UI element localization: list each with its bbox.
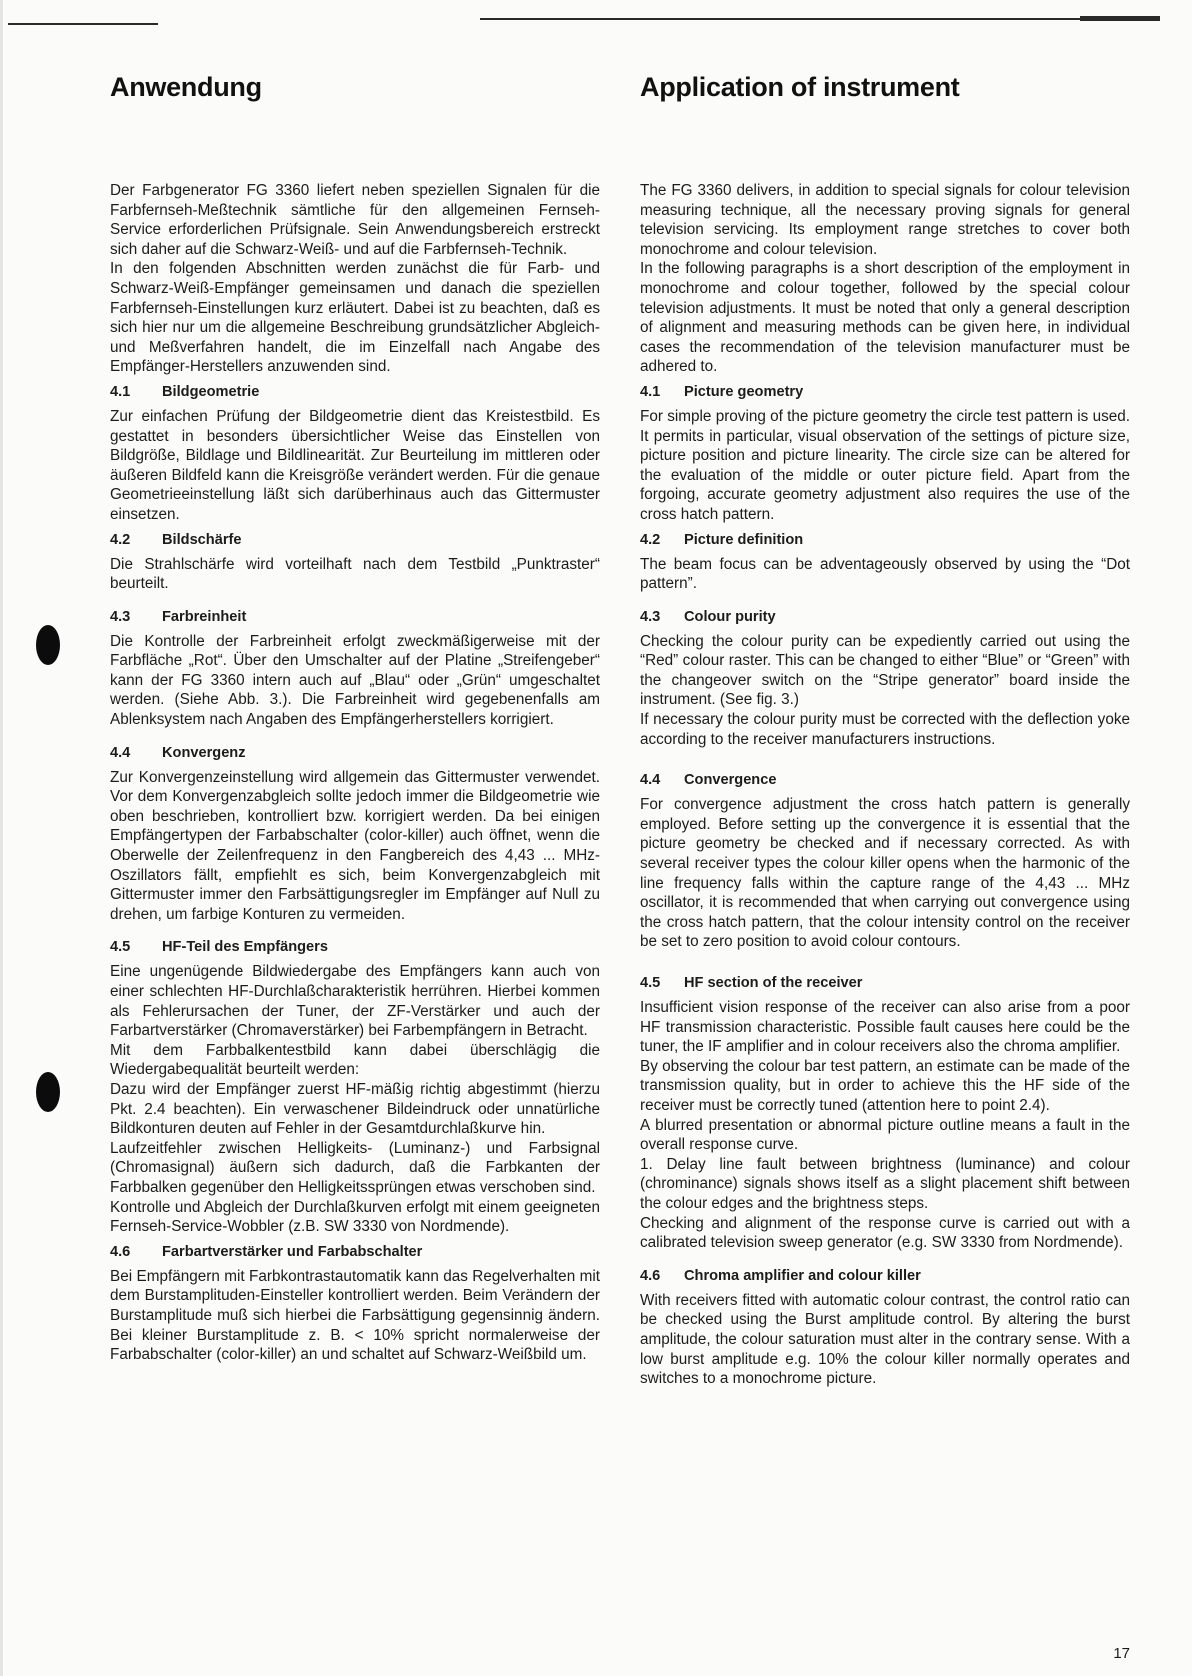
section-number: 4.3: [640, 608, 661, 625]
section-paragraph: Dazu wird der Empfänger zuerst HF-mäßig richtig abgestimmt (hierzu Pkt. 2.4 beachten). Ein verwaschener Bildeindruck oder unnatürliche Bildkonturen deuten auf Fehler in der Gesamtdurchlaßkurve hin.: [110, 1080, 600, 1138]
section-number: 4.6: [110, 1243, 131, 1260]
section-paragraph: For simple proving of the picture geometry the circle test pattern is used. It permits in particular, visual observation of the settings of picture size, picture position and picture linearity. The circle size can be altered for the evaluation of the middle or outer picture field. Apart from the forgoing, accurate geometry adjustment also requires the use of the cross hatch pattern.: [640, 407, 1130, 523]
section-title: Chroma amplifier and colour killer: [684, 1267, 921, 1284]
section-title: HF section of the receiver: [684, 975, 863, 991]
section-paragraph: Checking and alignment of the response curve is carried out with a calibrated television sweep generator (e.g. SW 3330 from Nordmende).: [640, 1214, 1130, 1252]
section-title: Konvergenz: [162, 744, 246, 761]
section-title: Bildschärfe: [162, 531, 242, 548]
section-number: 4.3: [110, 608, 131, 625]
section-paragraph: Bei Empfängern mit Farbkontrastautomatik kann das Regelverhalten mit dem Burstamplituden-Einsteller kontrolliert werden. Beim Verändern der Burstamplitude muß sich hierbei die Farbsättigung gegensinnig ändern. Bei kleiner Burstamplitude z. B. < 10% spricht normalerweise der Farbabschalter (color-killer) an und schaltet auf Schwarz-Weißbild um.: [110, 1267, 600, 1364]
section-heading: [640, 383, 1130, 402]
section-paragraph: With receivers fitted with automatic colour contrast, the control ratio can be checked using the Burst amplitude control. By altering the burst amplitude, the colour saturation must alter in the contrary sense. With a low burst amplitude e.g. 10% the colour killer normally operates and switches to a monochrome picture.: [640, 1291, 1130, 1388]
scan-top-rule: [480, 18, 1160, 20]
punch-hole-upper: [36, 625, 60, 665]
section-heading: [110, 938, 600, 957]
section-paragraph: The beam focus can be adventageously observed by using the “Dot pattern”.: [640, 555, 1130, 593]
section-paragraph: Laufzeitfehler zwischen Helligkeits- (Luminanz-) und Farbsignal (Chromasignal) äußern sich dadurch, daß die Farbkanten der Farbbalken gegenüber den Helligkeitssprüngen etwas verschoben sind.: [110, 1139, 600, 1196]
section-heading: [110, 1243, 600, 1262]
section-heading: [640, 531, 1130, 550]
section-heading: [640, 1267, 1130, 1286]
section-heading: [640, 974, 1130, 993]
section-paragraph: Mit dem Farbbalkentestbild kann dabei überschlägig die Wiedergabequalität beurteilt werden:: [110, 1041, 600, 1079]
section-paragraph: Insufficient vision response of the receiver can also arise from a poor HF transmission characteristic. Possible fault causes here could be the tuner, the IF amplifier and in colour receivers also the chroma amplifier.: [640, 999, 1130, 1056]
section-heading: [110, 744, 600, 763]
section-number: 4.4: [640, 772, 661, 789]
section-heading: [110, 383, 600, 402]
section-number: 4.4: [110, 744, 131, 761]
section-heading: [640, 771, 1130, 790]
section-heading: [640, 608, 1130, 627]
section-title: Picture definition: [684, 531, 804, 548]
section-number: 4.1: [640, 383, 661, 400]
intro-paragraph: In the following paragraphs is a short description of the employment in monochrome and colour together, followed by the special colour television adjustments. It must be noted that only a general description of alignment and measuring methods can be given here, in individual cases the recommendation of the television manufacturer must be adhered to.: [640, 260, 1130, 376]
section-paragraph: Die Kontrolle der Farbreinheit erfolgt zweckmäßigerweise mit der Farbfläche „Rot“. Über den Umschalter auf der Platine „Streifengeber“ kann der FG 3360 intern auch auf „Blau“ oder „Grün“ umgeschaltet werden. (Siehe Abb. 3.). Die Farbreinheit wird gegebenenfalls am Ablenksystem nach Angaben des Empfängerherstellers korrigiert.: [110, 632, 600, 729]
heading-german: Anwendung: [110, 72, 262, 102]
section-paragraph: Kontrolle und Abgleich der Durchlaßkurven erfolgt mit einem geeigneten Fernseh-Service-Wobbler (z.B. SW 3330 von Nordmende).: [110, 1198, 600, 1236]
section-paragraph: Die Strahlschärfe wird vorteilhaft nach dem Testbild „Punktraster“ beurteilt.: [110, 555, 600, 593]
section-number: 4.1: [110, 383, 131, 400]
section-title: Colour purity: [684, 608, 776, 625]
section-heading: [110, 531, 600, 550]
section-title: Picture geometry: [684, 383, 804, 400]
english-column: [640, 181, 1130, 1389]
section-paragraph: Zur Konvergenzeinstellung wird allgemein das Gittermuster verwendet. Vor dem Konvergenzabgleich sollte jedoch immer die Bildgeometrie wie oben beschrieben, kontrolliert bzw. korrigiert werden. Da bei einigen Empfängertypen der Farbabschalter (color-killer) auch öffnet, wenn die Oberwelle der Zeilenfrequenz in den Fangbereich des 4,43 ... MHz-Oszillators fällt, empfiehlt es sich, beim Konvergenzabgleich mit Gittermuster immer den Farbsättigungsregler im Empfänger auf Null zu drehen, um farbige Konturen zu vermeiden.: [110, 768, 600, 923]
section-title: Convergence: [684, 772, 777, 789]
punch-hole-lower: [36, 1072, 60, 1112]
section-number: 4.5: [640, 975, 661, 991]
section-number: 4.5: [110, 939, 131, 956]
german-column: [110, 181, 600, 1365]
scan-edge: [0, 0, 3, 1676]
scan-top-rule-right: [1080, 16, 1160, 21]
intro-paragraph: The FG 3360 delivers, in addition to special signals for colour television measuring technique, all the necessary proving signals for general television servicing. Its employment range stretches to cover both monochrome and colour television.: [640, 182, 1130, 258]
section-title: Bildgeometrie: [162, 383, 260, 400]
section-paragraph: A blurred presentation or abnormal picture outline means a fault in the overall response curve.: [640, 1116, 1130, 1154]
section-number: 4.6: [640, 1267, 661, 1284]
section-paragraph: For convergence adjustment the cross hatch pattern is generally employed. Before setting up the convergence it is essential that the picture geometry be checked and if necessary corrected. As with several receiver types the colour killer opens when the harmonic of the line frequency falls within the capture range of the 4,43 ... MHz oscillator, it is recommended that when carrying out convergence using the cross hatch pattern, that the colour intensity control on the receiver be set to zero position to avoid colour contours.: [640, 796, 1130, 951]
section-number: 4.2: [110, 531, 131, 548]
section-paragraph: By observing the colour bar test pattern, an estimate can be made of the transmission quality, but in order to achieve this the HF side of the receiver must be correctly tuned (attention here to point 2.4).: [640, 1057, 1130, 1114]
section-title: Farbreinheit: [162, 608, 247, 625]
section-paragraph: Eine ungenügende Bildwiedergabe des Empfängers kann auch von einer schlechten HF-Durchlaßcharakteristik herrühren. Hierbei kommen als Fehlerursachen der Tuner, der ZF-Verstärker und auch der Farbartverstärker (Chromaverstärker) bei Farbempfängern in Betracht.: [110, 963, 600, 1040]
heading-english: Application of instrument: [640, 72, 960, 102]
section-number: 4.2: [640, 531, 661, 548]
scan-top-rule-left: [8, 23, 158, 25]
intro-paragraph: In den folgenden Abschnitten werden zunächst die für Farb- und Schwarz-Weiß-Empfänger gemeinsamen und danach die speziellen Farbfernseh-Einstellungen kurz erläutert. Dabei ist zu beachten, daß es sich hier nur um die allgemeine Beschreibung grundsätzlicher Abgleich- und Meßverfahren handelt, die im Einzelfall nach Angabe des Empfänger-Herstellers anzuwenden sind.: [110, 260, 600, 376]
section-paragraph: 1. Delay line fault between brightness (luminance) and colour (chrominance) signals shows itself as a slight placement shift between the colour edges and the brightness steps.: [640, 1155, 1130, 1212]
section-paragraph: If necessary the colour purity must be corrected with the deflection yoke according to the receiver manufacturers instructions.: [640, 711, 1130, 748]
section-heading: [110, 608, 600, 627]
page-number: 17: [1113, 1645, 1130, 1662]
intro-paragraph: Der Farbgenerator FG 3360 liefert neben speziellen Signalen für die Farbfernseh-Meßtechnik sämtliche für den allgemeinen Fernseh-Service erforderlichen Prüfsignale. Sein Anwendungsbereich erstreckt sich daher auf die Schwarz-Weiß- und auf die Farbfernseh-Technik.: [110, 182, 600, 258]
section-title: Farbartverstärker und Farbabschalter: [162, 1243, 423, 1260]
section-paragraph: Zur einfachen Prüfung der Bildgeometrie dient das Kreistestbild. Es gestattet in besonders übersichtlicher Weise das Einstellen von Bildgröße, Bildlage und Bildlinearität. Zur Beurteilung im mittleren oder äußeren Bildfeld kann die Kreisgröße verändert werden. Für die genaue Geometrieeinstellung läßt sich darüberhinaus auch das Gittermuster einsetzen.: [110, 407, 600, 523]
section-title: HF-Teil des Empfängers: [162, 939, 328, 956]
section-paragraph: Checking the colour purity can be expediently carried out using the “Red” colour raster. This can be changed to either “Blue” or “Green” with the changeover switch on the “Stripe generator” board inside the instrument. (See fig. 3.): [640, 632, 1130, 709]
